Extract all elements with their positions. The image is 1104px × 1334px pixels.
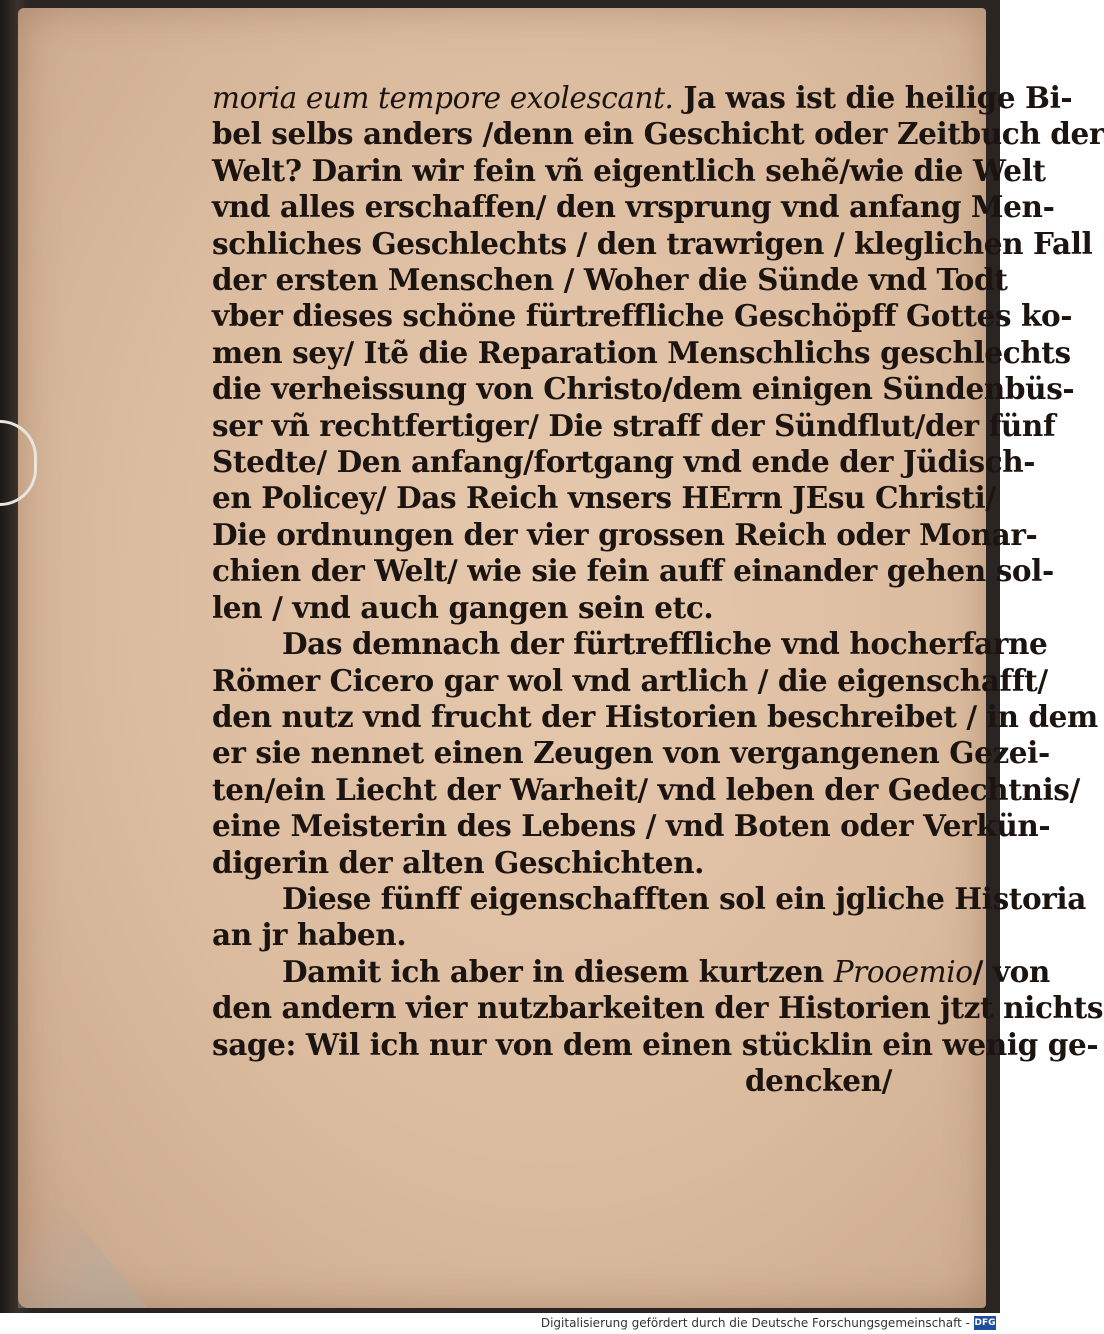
text-line: sage: Wil ich nur von dem einen stücklin ein wenig ge- <box>212 1026 1099 1062</box>
paragraph-start <box>212 953 1050 990</box>
text-line: men sey/ Itẽ die Reparation Menschlichs geschlechts <box>212 334 1071 370</box>
text-line: Die ordnungen der vier grossen Reich oder Monar- <box>212 516 1038 552</box>
text-line: Römer Cicero gar wol vnd artlich / die eigenschafft/ <box>212 662 1048 698</box>
latin-phrase: moria eum tempore exolescant. <box>212 81 674 115</box>
text-line: Welt? Darin wir fein vñ eigentlich sehẽ/wie die Welt <box>212 152 1046 188</box>
page-text <box>212 80 1104 1099</box>
text-span: Damit ich aber in diesem kurtzen <box>282 953 834 989</box>
text-line <box>212 80 1073 116</box>
text-span: Ja was ist die heilige Bi- <box>673 80 1073 115</box>
text-line: den nutz vnd frucht der Historien beschreibet / in dem <box>212 698 1098 734</box>
text-line: an jr haben. <box>212 917 407 953</box>
catchword: dencken/ <box>744 1062 892 1098</box>
text-line: en Policey/ Das Reich vnsers HErrn JEsu Christi/ <box>212 480 996 516</box>
text-line: chien der Welt/ wie sie fein auff einander gehen sol- <box>212 553 1054 589</box>
dfg-logo: DFG <box>974 1318 996 1328</box>
text-line: bel selbs anders /denn ein Geschicht oder Zeitbuch der <box>212 116 1104 152</box>
text-line: den andern vier nutzbarkeiten der Historien jtzt nichts <box>212 990 1104 1026</box>
text-line: ser vñ rechtfertiger/ Die straff der Sündflut/der fünf <box>212 407 1056 443</box>
paragraph-start: Diese fünff eigenschafften sol ein jgliche Historia <box>282 880 1086 916</box>
funding-credit: Digitalisierung gefördert durch die Deutsche Forschungsgemeinschaft - <box>540 1316 970 1330</box>
paragraph-start: Das demnach der fürtreffliche vnd hocherfarne <box>282 626 1048 662</box>
text-line: vber dieses schöne fürtreffliche Geschöpff Gottes ko- <box>212 298 1073 334</box>
text-line: vnd alles erschaffen/ den vrsprung vnd anfang Men- <box>212 189 1055 225</box>
latin-phrase: Prooemio <box>833 954 973 989</box>
text-line: len / vnd auch gangen sein etc. <box>212 589 714 625</box>
text-span: / von <box>972 953 1050 989</box>
footer-bar <box>0 1313 1000 1334</box>
text-line: digerin der alten Geschichten. <box>212 844 705 880</box>
text-line: ten/ein Liecht der Warheit/ vnd leben der Gedechtnis/ <box>212 771 1080 807</box>
text-line: die verheissung von Christo/dem einigen Sündenbüs- <box>212 371 1075 407</box>
text-line: der ersten Menschen / Woher die Sünde vnd Todt <box>212 262 1008 298</box>
text-line: Stedte/ Den anfang/fortgang vnd ende der Jüdisch- <box>212 444 1036 480</box>
text-line: schliches Geschlechts / den trawrigen / kleglichen Fall <box>212 225 1093 261</box>
text-line: eine Meisterin des Lebens / vnd Boten oder Verkün- <box>212 808 1051 844</box>
text-line: er sie nennet einen Zeugen von vergangenen Gezei- <box>212 735 1050 771</box>
